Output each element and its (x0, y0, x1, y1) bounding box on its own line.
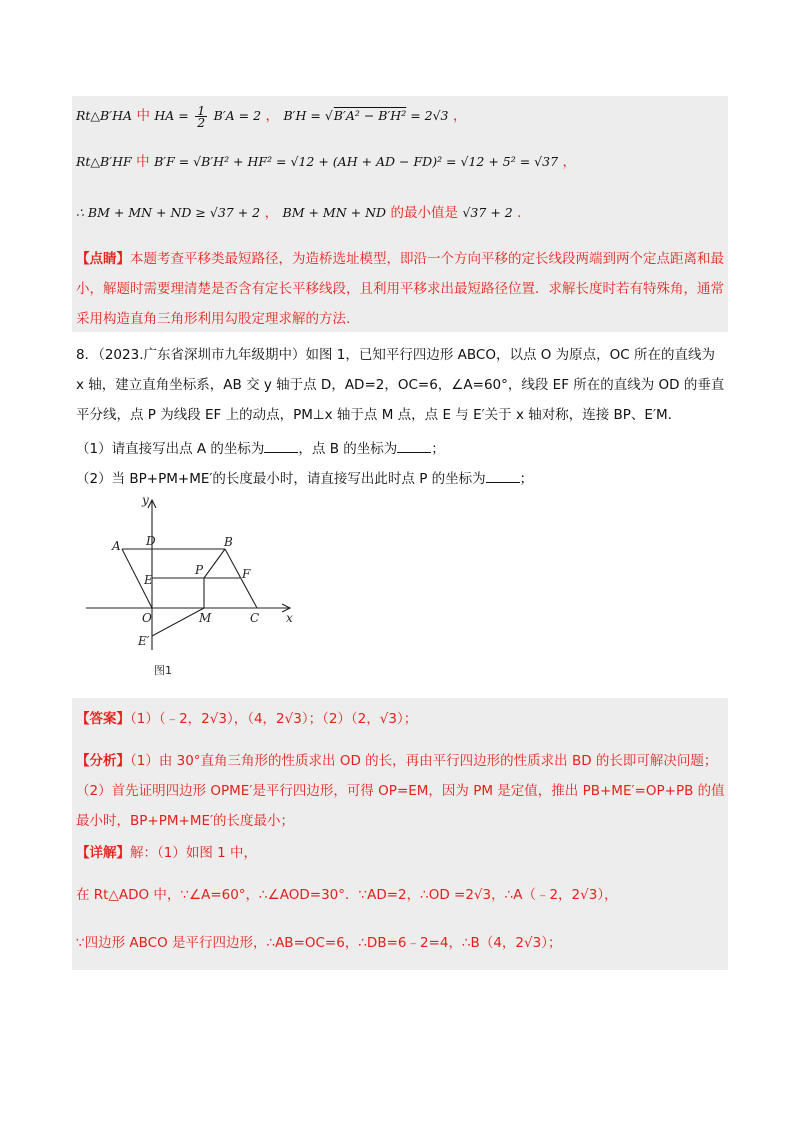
zh-text: 的最小值是 (390, 205, 459, 221)
expr: B′A = 2 (213, 108, 262, 123)
zh-text: 中 (136, 154, 150, 170)
detail-text: 在 Rt△ADO 中，∵∠A=60°，∴∠AOD=30°．∵AD=2，∴OD =2√3，∴A（﹣2，2√3）， (76, 887, 618, 903)
question-intro (76, 340, 726, 430)
part1-text: ； (431, 441, 445, 457)
comment-text: 本题考查平移类最短路径，为造桥选址模型，即沿一个方向平移的定长线段两端到两个定点距离和最小，解题时需要理清楚是否含有定长平移线段，且利用平移求出最短路径位置．求解长度时若有特殊角，通常采用构造直角三角形利用勾股定理求解的方法. (76, 251, 724, 327)
label-P: P (195, 563, 204, 577)
segment-BP (204, 549, 225, 578)
comment-label: 【点睛】 (76, 251, 130, 267)
label-E-prime: E′ (138, 634, 150, 648)
triangle-label: Rt△B′HF (76, 154, 132, 169)
detail-label: 【详解】 (76, 845, 130, 861)
comment-paragraph (76, 244, 726, 334)
geometry-figure (82, 492, 302, 682)
triangle-label: Rt△B′HA (76, 108, 132, 123)
label-F: F (242, 567, 251, 581)
radicand: B′A² − B′H² (333, 108, 407, 123)
detail-line-2 (76, 880, 726, 910)
segment-EM (152, 608, 204, 636)
expr: ∴ BM + MN + ND ≥ √37 + 2 (76, 205, 261, 220)
sep: ， (264, 205, 279, 221)
answer-blank-b[interactable] (397, 440, 431, 453)
label-E: E (144, 573, 153, 587)
formula-line-2 (76, 150, 576, 170)
expr: = 2√3 (406, 108, 449, 123)
detail-line-1 (76, 838, 726, 868)
question-part-2 (76, 464, 726, 494)
question-part-1 (76, 434, 726, 464)
analysis-paragraph (76, 746, 726, 836)
detail-line-3 (76, 928, 726, 958)
formula-line-1 (76, 104, 466, 128)
answer-line (76, 704, 726, 734)
part2-text: ； (519, 471, 534, 487)
label-C: C (250, 611, 260, 625)
label-y: y (142, 493, 149, 507)
expr: B′F = √B′H² + HF² = √12 + (AH + AD − FD)² = √12 + 5² = √37 (154, 154, 559, 169)
label-O: O (142, 611, 152, 625)
sep: ， (265, 108, 280, 124)
part2-text: （2）当 BP+PM+ME′的长度最小时，请直接写出此时点 P 的坐标为 (76, 471, 486, 487)
sep: . (517, 205, 522, 221)
analysis-label: 【分析】 (76, 753, 130, 769)
part1-text: （1）请直接写出点 A 的坐标为 (76, 441, 265, 457)
analysis-text: （1）由 30°直角三角形的性质求出 OD 的长，再由平行四边形的性质求出 BD 的长即可解决问题；（2）首先证明四边形 OPME′是平行四边形，可得 OP=EM，因为 PM 是定值，推出 PB+ME′=OP+PB 的值最小时，BP+PM+ME′的长度最小； (76, 753, 725, 829)
label-M: M (199, 611, 212, 625)
answer-text: （1）（﹣2，2√3），（4，2√3）；（2）（2，√3）； (130, 711, 418, 727)
sep: ， (452, 108, 467, 124)
question-text: 8．（2023.广东省深圳市九年级期中）如图 1，已知平行四边形 ABCO，以点 O 为原点，OC 所在的直线为 x 轴，建立直角坐标系，AB 交 y 轴于点 D，AD=2，OC=6，∠A=60°，线段 EF 所在的直线为 OD 的垂直平分线，点 P 为线段 EF 上的动点，PM⊥x 轴于点 M 点，点 E 与 E′关于 x 轴对称，连接 BP、E′M． (76, 347, 725, 423)
sep: ， (562, 154, 576, 170)
formula-line-3 (76, 201, 521, 221)
label-D: D (146, 534, 156, 548)
fraction (195, 102, 207, 130)
figure-caption: 图1 (154, 664, 172, 677)
expr: √37 + 2 (462, 205, 513, 220)
frac-den: 2 (197, 114, 206, 130)
label-A: A (112, 539, 121, 553)
zh-text: 中 (136, 108, 150, 124)
label-B: B (224, 535, 233, 549)
expr: BM + MN + ND (282, 205, 387, 220)
answer-blank-a[interactable] (264, 440, 298, 453)
answer-label: 【答案】 (76, 711, 130, 727)
detail-text: 解：（1）如图 1 中， (130, 845, 258, 861)
frac-num: 1 (197, 102, 206, 118)
detail-text: ∵四边形 ABCO 是平行四边形，∴AB=OC=6，∴DB=6﹣2=4，∴B（4，2√3）； (76, 935, 562, 951)
expr: HA = (154, 108, 189, 123)
answer-blank-p[interactable] (486, 470, 520, 483)
label-x: x (286, 611, 293, 625)
expr: B′H = √ (283, 108, 333, 123)
part1-text: ，点 B 的坐标为 (298, 441, 398, 457)
